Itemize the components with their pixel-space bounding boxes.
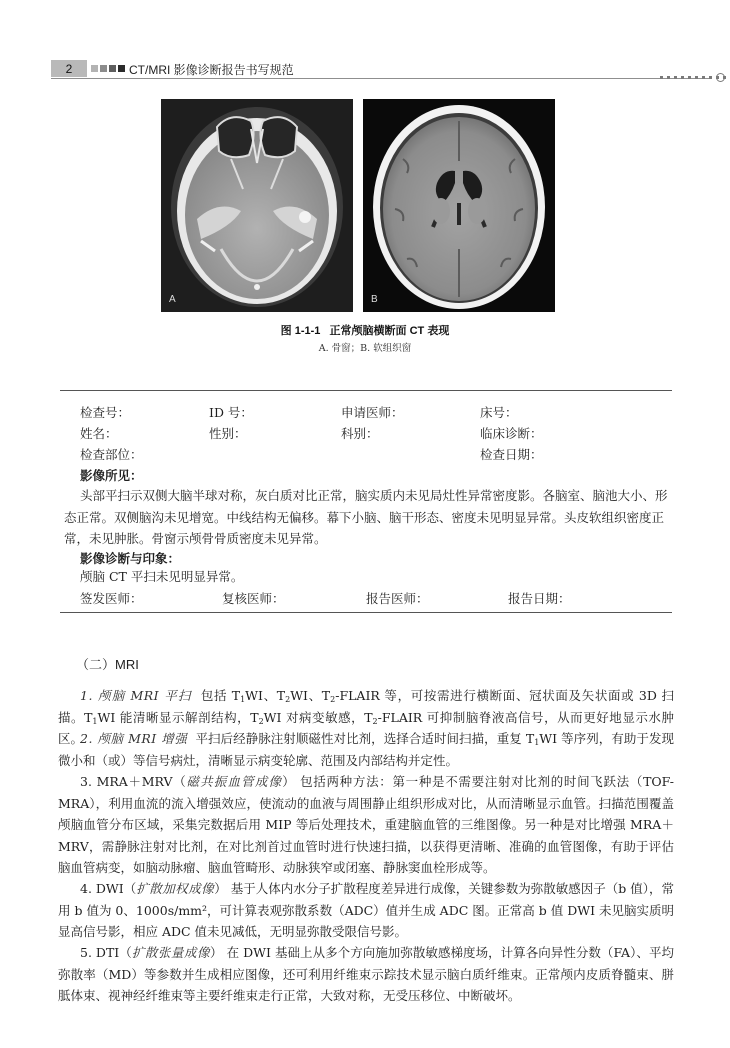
header-rule — [51, 78, 711, 79]
header-squares — [91, 65, 125, 72]
impression-label: 影像诊断与印象： — [80, 552, 181, 566]
paragraph-mri-enhanced: 2. 颅脑 MRI 增强 平扫后经静脉注射顺磁性对比剂，选择合适时间扫描，重复 $T_1WI$ 等序列，有助于发现微小和（或）等信号病灶，清晰显示病变轮廓、范围及内部结构并定性。 — [58, 731, 675, 768]
field-department: 科别： — [341, 426, 379, 441]
section-heading-mri: （二）MRI — [76, 657, 139, 672]
term-title: 2. 颅脑 MRI 增强 — [80, 731, 188, 746]
field-name: 姓名： — [80, 426, 118, 441]
figure-subcaption: A. 骨窗；B. 软组织窗 — [318, 343, 412, 354]
paragraph-mri-plain: 1. 颅脑 MRI 平扫 包括 $T_1WI$、$T_2WI$、$T_2$-FLAIR 等，可按需进行横断面、冠状面及矢状面或 3D 扫描。$T_1WI$ 能清晰显示解剖结构，$T_2WI$ 对病变敏感，$T_2$-FLAIR 可抑制脑脊液高信号，从而更好地显示水肿区。 — [58, 688, 675, 746]
paragraph-dwi: 4. DWI（扩散加权成像） 基于人体内水分子扩散程度差异进行成像，关键参数为弥散敏感因子（b 值），常用 b 值为 0、1000s/mm²，可计算表观弥散系数（ADC）值并生成 ADC 图。正常高 b 值 DWI 未见脑实质明显高信号影，相应 ADC 值未见减低，无明显弥散受限信号影。 — [58, 881, 674, 939]
term-title: 1. 颅脑 MRI 平扫 — [80, 688, 192, 703]
panel-letter-b: B — [371, 294, 378, 305]
sig-reporting-doctor: 报告医师： — [366, 591, 429, 606]
paragraph-dti: 5. DTI（扩散张量成像） 在 DWI 基础上从多个方向施加弥散敏感梯度场，计算各向异性分数（FA）、平均弥散率（MD）等参数并生成相应图像，还可利用纤维束示踪技术显示脑白质纤维束。正常颅内皮质脊髓束、胼胝体束、视神经纤维束等主要纤维束走行正常，大致对称，无受压移位、中断破坏。 — [58, 945, 674, 1003]
field-id-no: ID 号： — [209, 405, 253, 420]
report-bottom-rule — [60, 612, 672, 613]
running-header — [0, 60, 730, 80]
ct-image-soft-tissue-window — [363, 99, 555, 312]
report-top-rule — [60, 390, 672, 391]
field-exam-date: 检查日期： — [480, 447, 543, 462]
header-square — [91, 65, 98, 72]
field-bed-no: 床号： — [480, 405, 518, 420]
field-exam-site: 检查部位： — [80, 447, 143, 462]
header-square — [118, 65, 125, 72]
ct-image-bone-window — [161, 99, 353, 312]
sig-issuing-doctor: 签发医师： — [80, 591, 143, 606]
term-title: 扩散加权成像 — [136, 881, 215, 896]
findings-label: 影像所见： — [80, 469, 143, 483]
paragraph-mra-mrv: 3. MRA＋MRV（磁共振血管成像） 包括两种方法：第一种是不需要注射对比剂的时间飞跃法（TOF-MRA），利用血流的流入增强效应，使流动的血液与周围静止组织形成对比，从而清晰显示血管。扫描范围覆盖颅脑血管分布区域，采集完数据后用 MIP 等后处理技术，重建脑血管的三维图像。另一种是对比增强 MRA＋MRV，需静脉注射对比剂，在对比剂首过血管时进行快速扫描，以获得更清晰、准确的血管图像，有助于评估脑血管病变，如脑动脉瘤、脑血管畸形、动脉狭窄或闭塞、静脉窦血栓形成等。 — [58, 774, 674, 875]
running-title: CT/MRI 影像诊断报告书写规范 — [129, 63, 294, 77]
page-number: 2 — [51, 60, 87, 77]
header-end-circle — [716, 73, 725, 82]
field-clinical-diagnosis: 临床诊断： — [480, 426, 543, 441]
header-square — [109, 65, 116, 72]
impression-text: 颅脑 CT 平扫未见明显异常。 — [80, 569, 244, 584]
sig-reviewing-doctor: 复核医师： — [222, 591, 285, 606]
figure-caption: 图 1-1-1 正常颅脑横断面 CT 表现 — [280, 325, 450, 337]
findings-text: 头部平扫示双侧大脑半球对称，灰白质对比正常，脑实质内未见局灶性异常密度影。各脑室、脑池大小、形态正常。双侧脑沟未见增宽。中线结构无偏移。幕下小脑、脑干形态、密度未见明显异常。头皮软组织密度正常，未见肿胀。骨窗示颅骨骨质密度未见异常。 — [64, 488, 668, 546]
panel-letter-a: A — [169, 294, 176, 305]
field-sex: 性别： — [209, 426, 247, 441]
field-exam-no: 检查号： — [80, 405, 131, 420]
field-requesting-doctor: 申请医师： — [341, 405, 404, 420]
header-square — [100, 65, 107, 72]
sig-report-date: 报告日期： — [508, 591, 571, 606]
term-title: 扩散张量成像 — [131, 945, 211, 960]
term-title: 磁共振血管成像 — [186, 774, 283, 789]
